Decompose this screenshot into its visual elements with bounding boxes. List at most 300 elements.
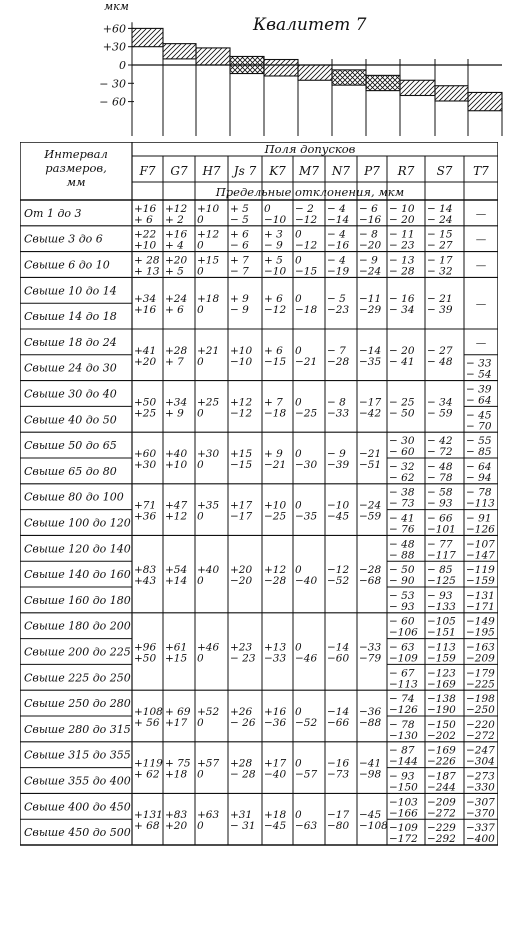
deviation-cell: − 91 bbox=[466, 512, 492, 525]
deviation-cell: − 88 bbox=[389, 549, 415, 562]
deviation-cell: − 21 bbox=[427, 293, 453, 306]
deviation-cell: −17 bbox=[327, 809, 350, 822]
deviation-cell: −273 bbox=[466, 770, 495, 783]
column-header: P7 bbox=[364, 164, 380, 178]
deviation-cell: + 5 bbox=[230, 202, 249, 215]
deviation-cell: −33 bbox=[327, 407, 350, 420]
size-interval: От 1 до 3 bbox=[24, 206, 82, 220]
deviation-cell: +17 bbox=[264, 757, 287, 770]
deviation-cell: +36 bbox=[134, 510, 157, 523]
tolerance-zone-m7 bbox=[298, 65, 332, 80]
deviation-cell: −272 bbox=[466, 729, 495, 742]
deviation-cell: — bbox=[475, 336, 487, 349]
deviation-cell: −28 bbox=[264, 575, 287, 588]
deviation-cell: +10 bbox=[230, 344, 253, 357]
deviation-cell: 0 bbox=[197, 652, 204, 665]
deviation-cell: + 7 bbox=[264, 396, 283, 409]
deviation-cell: +20 bbox=[165, 254, 188, 267]
deviation-cell: −14 bbox=[327, 641, 350, 654]
deviation-cell: − 39 bbox=[427, 304, 453, 317]
deviation-cell: −330 bbox=[466, 781, 495, 794]
deviation-cell: − 31 bbox=[230, 820, 256, 833]
deviation-cell: − 93 bbox=[389, 600, 415, 613]
size-interval: Свыше 6 до 10 bbox=[24, 258, 110, 272]
deviation-cell: − 25 bbox=[389, 396, 415, 409]
deviation-cell: 0 bbox=[295, 344, 302, 357]
header-interval: Интервал bbox=[44, 147, 108, 161]
deviation-cell: — bbox=[475, 233, 487, 246]
deviation-cell: − 59 bbox=[427, 407, 453, 420]
deviation-cell: −10 bbox=[264, 213, 287, 226]
deviation-cell: −42 bbox=[359, 407, 382, 420]
deviation-cell: − 72 bbox=[427, 446, 453, 459]
deviation-cell: − 5 bbox=[327, 293, 346, 306]
deviation-cell: − 48 bbox=[389, 538, 415, 551]
deviation-cell: − 70 bbox=[466, 420, 492, 433]
deviation-cell: −98 bbox=[359, 768, 382, 781]
deviation-cell: − 48 bbox=[427, 460, 453, 473]
deviation-cell: − 27 bbox=[427, 239, 453, 252]
deviation-cell: − 7 bbox=[230, 265, 249, 278]
deviation-cell: +31 bbox=[230, 809, 253, 822]
deviation-cell: + 4 bbox=[165, 239, 184, 252]
deviation-cell: +12 bbox=[264, 564, 287, 577]
deviation-cell: +16 bbox=[264, 706, 287, 718]
deviation-cell: +54 bbox=[165, 564, 188, 577]
deviation-cell: −14 bbox=[327, 706, 350, 718]
deviation-cell: +61 bbox=[165, 641, 188, 654]
tolerance-zone-js7 bbox=[230, 56, 264, 73]
deviation-cell: 0 bbox=[197, 407, 204, 420]
deviation-cell: − 93 bbox=[427, 497, 453, 510]
deviation-cell: 0 bbox=[197, 213, 204, 226]
deviation-cell: − 32 bbox=[389, 460, 415, 473]
deviation-cell: −19 bbox=[327, 265, 350, 278]
deviation-cell: − 74 bbox=[389, 693, 415, 706]
tolerance-zone-r7 bbox=[400, 80, 435, 95]
deviation-cell: −109 bbox=[389, 822, 418, 835]
deviation-cell: −14 bbox=[327, 213, 350, 226]
deviation-cell: −133 bbox=[427, 600, 456, 613]
y-tick-label: 0 bbox=[119, 59, 126, 72]
deviation-cell: 0 bbox=[295, 293, 302, 306]
deviation-cell: − 9 bbox=[230, 304, 249, 317]
size-interval: Свыше 50 до 65 bbox=[24, 439, 117, 453]
deviation-cell: −198 bbox=[466, 693, 495, 706]
deviation-cell: −35 bbox=[295, 510, 318, 523]
deviation-cell: +35 bbox=[197, 499, 220, 512]
deviation-cell: +57 bbox=[197, 757, 220, 770]
deviation-cell: + 13 bbox=[134, 265, 160, 278]
deviation-cell: −131 bbox=[466, 589, 495, 602]
deviation-cell: −45 bbox=[327, 510, 350, 523]
deviation-cell: +13 bbox=[264, 641, 287, 654]
column-header: Js 7 bbox=[233, 164, 257, 178]
deviation-cell: −33 bbox=[359, 641, 382, 654]
deviation-cell: +83 bbox=[165, 809, 188, 822]
deviation-cell: − 4 bbox=[327, 254, 346, 267]
size-interval: Свыше 200 до 225 bbox=[24, 645, 131, 659]
deviation-cell: + 5 bbox=[165, 265, 184, 278]
deviation-cell: −21 bbox=[359, 448, 382, 460]
deviation-cell: −163 bbox=[466, 641, 495, 654]
deviation-cell: 0 bbox=[295, 641, 302, 654]
deviation-cell: − 4 bbox=[327, 228, 346, 241]
deviation-cell: − 20 bbox=[389, 213, 415, 226]
deviation-cell: — bbox=[475, 259, 487, 272]
deviation-cell: +14 bbox=[165, 575, 188, 588]
deviation-cell: − 8 bbox=[327, 396, 346, 409]
deviation-cell: +15 bbox=[230, 448, 253, 460]
deviation-cell: − 42 bbox=[427, 435, 453, 448]
deviation-cell: − 77 bbox=[427, 538, 453, 551]
deviation-cell: +28 bbox=[230, 757, 253, 770]
deviation-cell: + 6 bbox=[264, 344, 283, 357]
column-header: N7 bbox=[331, 164, 351, 178]
tolerance-zone-g7 bbox=[163, 44, 196, 59]
deviation-cell: − 4 bbox=[327, 202, 346, 215]
deviation-cell: − 66 bbox=[427, 512, 453, 525]
deviation-cell: −16 bbox=[327, 757, 350, 770]
deviation-cell: −126 bbox=[466, 523, 495, 536]
deviation-cell: − 14 bbox=[427, 202, 453, 215]
deviation-cell: 0 bbox=[295, 228, 302, 241]
deviation-cell: +34 bbox=[165, 396, 188, 409]
deviation-cell: − 48 bbox=[427, 355, 453, 368]
deviation-cell: −244 bbox=[427, 781, 456, 794]
deviation-cell: +41 bbox=[134, 344, 157, 357]
deviation-cell: 0 bbox=[295, 396, 302, 409]
deviation-cell: − 17 bbox=[427, 254, 453, 267]
deviation-cell: −80 bbox=[327, 820, 350, 833]
size-interval: Свыше 65 до 80 bbox=[24, 464, 117, 478]
deviation-cell: +10 bbox=[165, 459, 188, 471]
deviation-cell: −28 bbox=[359, 564, 382, 577]
deviation-cell: −73 bbox=[327, 768, 350, 781]
size-interval: Свыше 18 до 24 bbox=[24, 335, 117, 349]
deviation-cell: − 9 bbox=[264, 239, 283, 252]
deviation-cell: −172 bbox=[389, 833, 418, 846]
deviation-cell: − 38 bbox=[389, 486, 415, 499]
deviation-cell: −125 bbox=[427, 575, 456, 588]
deviation-cell: − 34 bbox=[427, 396, 453, 409]
deviation-cell: −209 bbox=[466, 652, 495, 665]
deviation-cell: −292 bbox=[427, 833, 456, 846]
deviation-cell: −304 bbox=[466, 755, 495, 768]
deviation-cell: −36 bbox=[264, 717, 287, 729]
deviation-cell: −88 bbox=[359, 717, 382, 729]
tolerance-table bbox=[20, 142, 498, 922]
deviation-cell: − 78 bbox=[466, 486, 492, 499]
deviation-cell: +47 bbox=[165, 499, 188, 512]
deviation-cell: +15 bbox=[165, 652, 188, 665]
deviation-cell: +12 bbox=[197, 228, 220, 241]
deviation-cell: −101 bbox=[427, 523, 456, 536]
tolerance-zone-h7 bbox=[196, 48, 230, 65]
deviation-cell: −117 bbox=[427, 549, 456, 562]
deviation-cell: −45 bbox=[264, 820, 287, 833]
deviation-cell: − 9 bbox=[327, 448, 346, 460]
deviation-cell: +16 bbox=[134, 202, 157, 215]
deviation-cell: − 73 bbox=[389, 497, 415, 510]
deviation-cell: −25 bbox=[295, 407, 318, 420]
deviation-cell: − 23 bbox=[230, 652, 256, 665]
column-header: M7 bbox=[299, 164, 319, 178]
deviation-cell: 0 bbox=[295, 706, 302, 718]
deviation-cell: 0 bbox=[197, 265, 204, 278]
deviation-cell: −126 bbox=[389, 704, 418, 717]
deviation-cell: 0 bbox=[197, 768, 204, 781]
deviation-cell: +108 bbox=[134, 706, 163, 718]
deviation-cell: 0 bbox=[197, 717, 204, 729]
deviation-cell: −169 bbox=[427, 744, 456, 757]
deviation-cell: +60 bbox=[134, 448, 157, 460]
column-header: S7 bbox=[436, 164, 453, 178]
deviation-cell: +83 bbox=[134, 564, 157, 577]
deviation-cell: −202 bbox=[427, 729, 456, 742]
deviation-cell: − 23 bbox=[389, 239, 415, 252]
tolerance-zone-s7 bbox=[435, 86, 468, 101]
size-interval: Свыше 140 до 160 bbox=[24, 568, 131, 582]
deviation-cell: − 32 bbox=[427, 265, 453, 278]
deviation-cell: − 34 bbox=[389, 304, 415, 317]
tolerance-zone-p7 bbox=[366, 75, 400, 90]
deviation-cell: +10 bbox=[264, 499, 287, 512]
deviation-cell: −225 bbox=[466, 678, 495, 691]
header-interval: размеров, bbox=[45, 161, 107, 175]
deviation-cell: −247 bbox=[466, 744, 495, 757]
deviation-cell: 0 bbox=[295, 499, 302, 512]
size-interval: Свыше 180 до 200 bbox=[24, 619, 131, 633]
deviation-cell: +25 bbox=[134, 407, 157, 420]
header-tolerance-fields: Поля допусков bbox=[264, 142, 356, 156]
deviation-cell: + 6 bbox=[165, 304, 184, 317]
deviation-cell: + 9 bbox=[165, 407, 184, 420]
deviation-cell: + 62 bbox=[134, 768, 160, 781]
deviation-cell: −52 bbox=[295, 717, 318, 729]
deviation-cell: −46 bbox=[295, 652, 318, 665]
deviation-cell: +17 bbox=[230, 499, 253, 512]
deviation-cell: +12 bbox=[165, 510, 188, 523]
deviation-cell: + 6 bbox=[230, 228, 249, 241]
deviation-cell: +20 bbox=[165, 820, 188, 833]
deviation-cell: −108 bbox=[359, 820, 388, 833]
size-interval: Свыше 24 до 30 bbox=[24, 361, 117, 375]
deviation-cell: − 28 bbox=[230, 768, 256, 781]
column-header: G7 bbox=[170, 164, 188, 178]
deviation-cell: −187 bbox=[427, 770, 456, 783]
deviation-cell: −159 bbox=[466, 575, 495, 588]
deviation-cell: −12 bbox=[327, 564, 350, 577]
deviation-cell: 0 bbox=[197, 575, 204, 588]
deviation-cell: −24 bbox=[359, 499, 382, 512]
deviation-cell: −79 bbox=[359, 652, 382, 665]
deviation-cell: +10 bbox=[134, 239, 157, 252]
deviation-cell: −149 bbox=[466, 615, 495, 628]
deviation-cell: −113 bbox=[427, 641, 456, 654]
deviation-cell: − 85 bbox=[466, 446, 492, 459]
deviation-cell: − 13 bbox=[389, 254, 415, 267]
deviation-cell: −10 bbox=[327, 499, 350, 512]
deviation-cell: − 85 bbox=[427, 564, 453, 577]
deviation-cell: +30 bbox=[134, 459, 157, 471]
deviation-cell: −16 bbox=[327, 239, 350, 252]
deviation-cell: + 3 bbox=[264, 228, 283, 241]
deviation-cell: −151 bbox=[427, 626, 456, 639]
deviation-cell: + 69 bbox=[165, 706, 191, 718]
column-header: T7 bbox=[473, 164, 489, 178]
deviation-cell: − 94 bbox=[466, 471, 492, 484]
size-interval: Свыше 40 до 50 bbox=[24, 413, 117, 427]
deviation-cell: − 39 bbox=[466, 383, 492, 396]
deviation-cell: −36 bbox=[359, 706, 382, 718]
deviation-cell: −21 bbox=[295, 355, 318, 368]
deviation-cell: +131 bbox=[134, 809, 163, 822]
deviation-cell: −195 bbox=[466, 626, 495, 639]
tolerance-zone-f7 bbox=[132, 28, 163, 46]
deviation-cell: −103 bbox=[389, 796, 418, 809]
column-header: H7 bbox=[202, 164, 221, 178]
deviation-cell: −57 bbox=[295, 768, 318, 781]
deviation-cell: + 5 bbox=[264, 254, 283, 267]
deviation-cell: −14 bbox=[359, 344, 382, 357]
deviation-cell: − 87 bbox=[389, 744, 415, 757]
deviation-cell: −20 bbox=[230, 575, 253, 588]
tolerance-zone-n7 bbox=[332, 70, 366, 85]
deviation-cell: −45 bbox=[359, 809, 382, 822]
deviation-cell: +40 bbox=[197, 564, 220, 577]
deviation-cell: 0 bbox=[197, 239, 204, 252]
deviation-cell: − 10 bbox=[389, 202, 415, 215]
size-interval: Свыше 450 до 500 bbox=[24, 826, 131, 840]
deviation-cell: −18 bbox=[264, 407, 287, 420]
deviation-cell: 0 bbox=[197, 459, 204, 471]
deviation-cell: − 64 bbox=[466, 460, 492, 473]
column-header: F7 bbox=[139, 164, 156, 178]
deviation-cell: 0 bbox=[197, 820, 204, 833]
deviation-cell: + 56 bbox=[134, 717, 160, 729]
deviation-cell: − 2 bbox=[295, 202, 314, 215]
deviation-cell: −15 bbox=[295, 265, 318, 278]
deviation-cell: +20 bbox=[230, 564, 253, 577]
deviation-cell: 0 bbox=[295, 254, 302, 267]
unit-label: мкм bbox=[104, 0, 129, 13]
deviation-cell: — bbox=[475, 207, 487, 220]
deviation-cell: − 5 bbox=[230, 213, 249, 226]
deviation-cell: −41 bbox=[359, 757, 382, 770]
deviation-cell: − 9 bbox=[359, 254, 378, 267]
deviation-cell: − 41 bbox=[389, 355, 415, 368]
deviation-cell: + 9 bbox=[264, 448, 283, 460]
deviation-cell: +71 bbox=[134, 499, 157, 512]
deviation-cell: + 75 bbox=[165, 757, 191, 770]
deviation-cell: − 24 bbox=[427, 213, 453, 226]
column-header: R7 bbox=[397, 164, 415, 178]
deviation-cell: +23 bbox=[230, 641, 253, 654]
deviation-cell: − 26 bbox=[230, 717, 256, 729]
deviation-cell: +96 bbox=[134, 641, 157, 654]
size-interval: Свыше 250 до 280 bbox=[24, 697, 131, 711]
deviation-cell: −40 bbox=[264, 768, 287, 781]
deviation-cell: −12 bbox=[295, 239, 318, 252]
deviation-cell: −190 bbox=[427, 704, 456, 717]
size-interval: Свыше 225 до 250 bbox=[24, 671, 131, 685]
deviation-cell: −15 bbox=[230, 459, 253, 471]
deviation-cell: −337 bbox=[466, 822, 495, 835]
y-tick-label: − 30 bbox=[99, 77, 126, 91]
deviation-cell: + 7 bbox=[230, 254, 249, 267]
size-interval: Свыше 80 до 100 bbox=[24, 490, 124, 504]
deviation-cell: +24 bbox=[165, 293, 188, 306]
deviation-cell: − 60 bbox=[389, 615, 415, 628]
deviation-cell: −138 bbox=[427, 693, 456, 706]
deviation-cell: −179 bbox=[466, 667, 495, 680]
deviation-cell: −159 bbox=[427, 652, 456, 665]
deviation-cell: −250 bbox=[466, 704, 495, 717]
deviation-cell: + 6 bbox=[264, 293, 283, 306]
column-header: K7 bbox=[269, 164, 286, 178]
deviation-cell: −66 bbox=[327, 717, 350, 729]
deviation-cell: +26 bbox=[230, 706, 253, 718]
deviation-cell: −147 bbox=[466, 549, 495, 562]
deviation-cell: −144 bbox=[389, 755, 418, 768]
deviation-cell: + 28 bbox=[134, 254, 160, 267]
deviation-cell: +119 bbox=[134, 757, 163, 770]
deviation-cell: + 2 bbox=[165, 213, 184, 226]
deviation-cell: −40 bbox=[295, 575, 318, 588]
deviation-cell: −12 bbox=[230, 407, 253, 420]
deviation-cell: −21 bbox=[264, 459, 287, 471]
deviation-cell: −35 bbox=[359, 355, 382, 368]
deviation-cell: −63 bbox=[295, 820, 318, 833]
deviation-cell: −166 bbox=[389, 807, 418, 820]
deviation-cell: −29 bbox=[359, 304, 382, 317]
deviation-cell: +12 bbox=[165, 202, 188, 215]
deviation-cell: +34 bbox=[134, 293, 157, 306]
deviation-cell: +21 bbox=[197, 344, 220, 357]
deviation-cell: 0 bbox=[295, 564, 302, 577]
deviation-cell: − 50 bbox=[389, 407, 415, 420]
deviation-cell: −12 bbox=[264, 304, 287, 317]
deviation-cell: 0 bbox=[295, 448, 302, 460]
deviation-cell: − 60 bbox=[389, 446, 415, 459]
deviation-cell: −171 bbox=[466, 600, 495, 613]
deviation-cell: +10 bbox=[197, 202, 220, 215]
header-deviations: Предельные отклонения, мкм bbox=[215, 185, 405, 199]
deviation-cell: −130 bbox=[389, 729, 418, 742]
deviation-cell: −18 bbox=[295, 304, 318, 317]
y-tick-label: +30 bbox=[102, 40, 126, 54]
size-interval: Свыше 120 до 140 bbox=[24, 542, 131, 556]
deviation-cell: +17 bbox=[165, 717, 188, 729]
tolerance-zone-chart bbox=[0, 0, 508, 140]
deviation-cell: −28 bbox=[327, 355, 350, 368]
deviation-cell: −370 bbox=[466, 807, 495, 820]
deviation-cell: +50 bbox=[134, 652, 157, 665]
size-interval: Свыше 280 до 315 bbox=[24, 722, 131, 736]
deviation-cell: −109 bbox=[389, 652, 418, 665]
deviation-cell: +25 bbox=[197, 396, 220, 409]
deviation-cell: −51 bbox=[359, 459, 382, 471]
deviation-cell: +16 bbox=[134, 304, 157, 317]
deviation-cell: +18 bbox=[264, 809, 287, 822]
size-interval: Свыше 10 до 14 bbox=[24, 284, 117, 298]
deviation-cell: −400 bbox=[466, 833, 495, 846]
deviation-cell: − 7 bbox=[327, 344, 346, 357]
deviation-cell: — bbox=[475, 298, 487, 311]
deviation-cell: −123 bbox=[427, 667, 456, 680]
y-tick-label: +60 bbox=[102, 22, 126, 36]
